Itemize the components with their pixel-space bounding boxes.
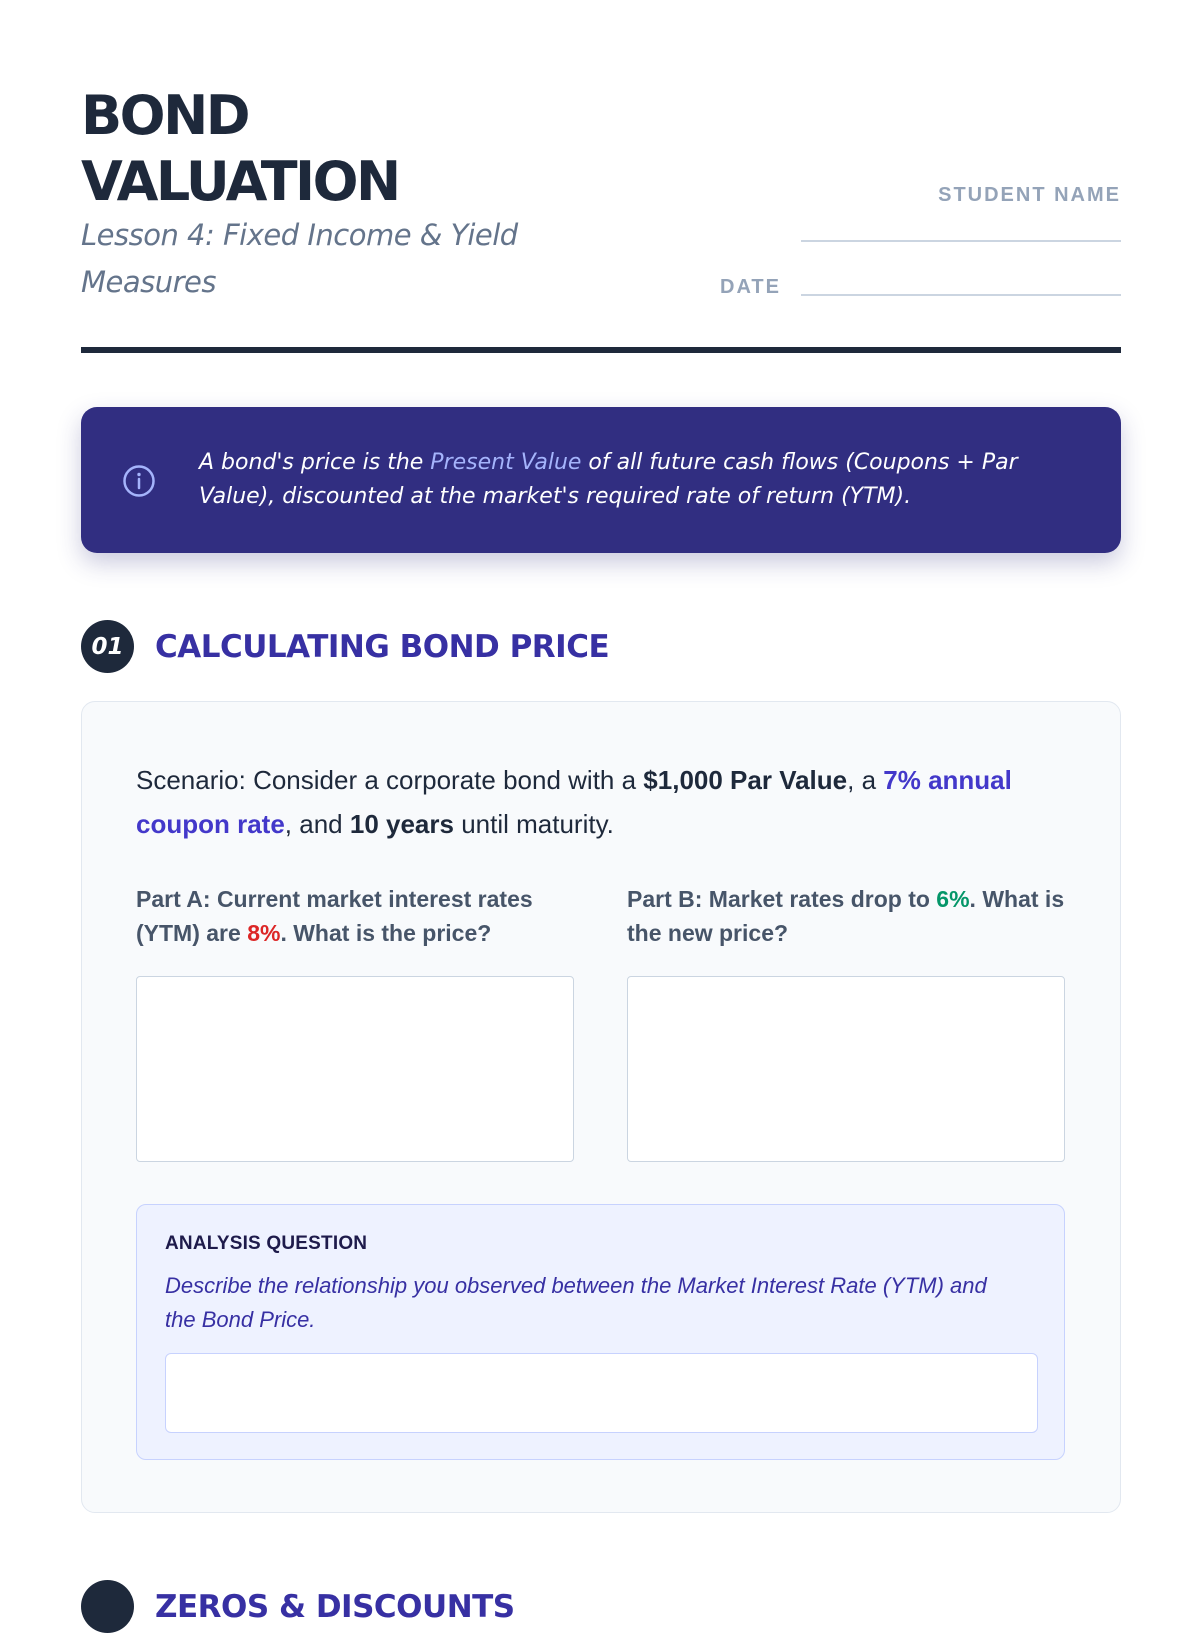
scenario-text <box>136 758 1036 846</box>
date-field[interactable] <box>801 294 1121 296</box>
section-number-badge: 01 <box>81 620 134 673</box>
lesson-subtitle: Lesson 4: Fixed Income & Yield Measures <box>81 218 518 299</box>
part-a-rate: 8% <box>247 920 281 946</box>
section-2-number-badge <box>81 1580 134 1633</box>
banner-highlight: Present Value <box>430 450 582 475</box>
part-b-prompt <box>627 882 1067 950</box>
page-title <box>81 83 641 215</box>
section-card <box>81 701 1121 1513</box>
analysis-question-box <box>136 1204 1065 1460</box>
title-line-2: VALUATION <box>81 150 399 213</box>
worksheet-page <box>81 0 1121 1625</box>
analysis-title: ANALYSIS QUESTION <box>165 1233 368 1254</box>
student-name-field[interactable] <box>801 240 1121 242</box>
banner-text <box>199 446 1079 514</box>
scenario-text-part: until maturity. <box>453 809 614 839</box>
title-line-1: BOND <box>81 84 249 147</box>
scenario-text-part: , and <box>284 809 350 839</box>
info-icon <box>122 464 156 498</box>
banner-text-part: A bond's price is the <box>199 450 431 475</box>
scenario-text-part: Scenario: Consider a corporate bond with a <box>136 765 644 795</box>
banner-text-part: of all future cash flows (Coupons + Par Value), discounted at the market's required rate of return (YTM). <box>199 450 1018 509</box>
section-2-title: ZEROS & DISCOUNTS <box>155 1589 515 1625</box>
part-a-text: . What is the price? <box>280 920 492 946</box>
part-a-prompt <box>136 882 576 950</box>
date-label: DATE <box>720 276 781 298</box>
par-value: $1,000 Par Value <box>643 765 848 795</box>
part-a-answer-box[interactable] <box>136 976 574 1162</box>
part-b-text: Part B: Market rates drop to <box>627 886 937 912</box>
maturity-years: 10 years <box>349 809 454 839</box>
part-b-rate: 6% <box>936 886 970 912</box>
coupon-rate: 7% annual coupon rate <box>136 765 1012 839</box>
analysis-answer-field[interactable] <box>165 1353 1038 1433</box>
info-banner <box>81 407 1121 553</box>
scenario-text-part: , a <box>847 765 884 795</box>
student-name-label: STUDENT NAME <box>938 184 1121 206</box>
part-b-text: . What is the new price? <box>627 886 1065 946</box>
part-b-answer-box[interactable] <box>627 976 1065 1162</box>
analysis-question-text: Describe the relationship you observed between the Market Interest Rate (YTM) and the Bond Price. <box>165 1273 987 1332</box>
section-title: CALCULATING BOND PRICE <box>155 629 610 665</box>
header-divider <box>81 347 1121 353</box>
part-a-text: Part A: Current market interest rates (YTM) are <box>136 886 533 946</box>
